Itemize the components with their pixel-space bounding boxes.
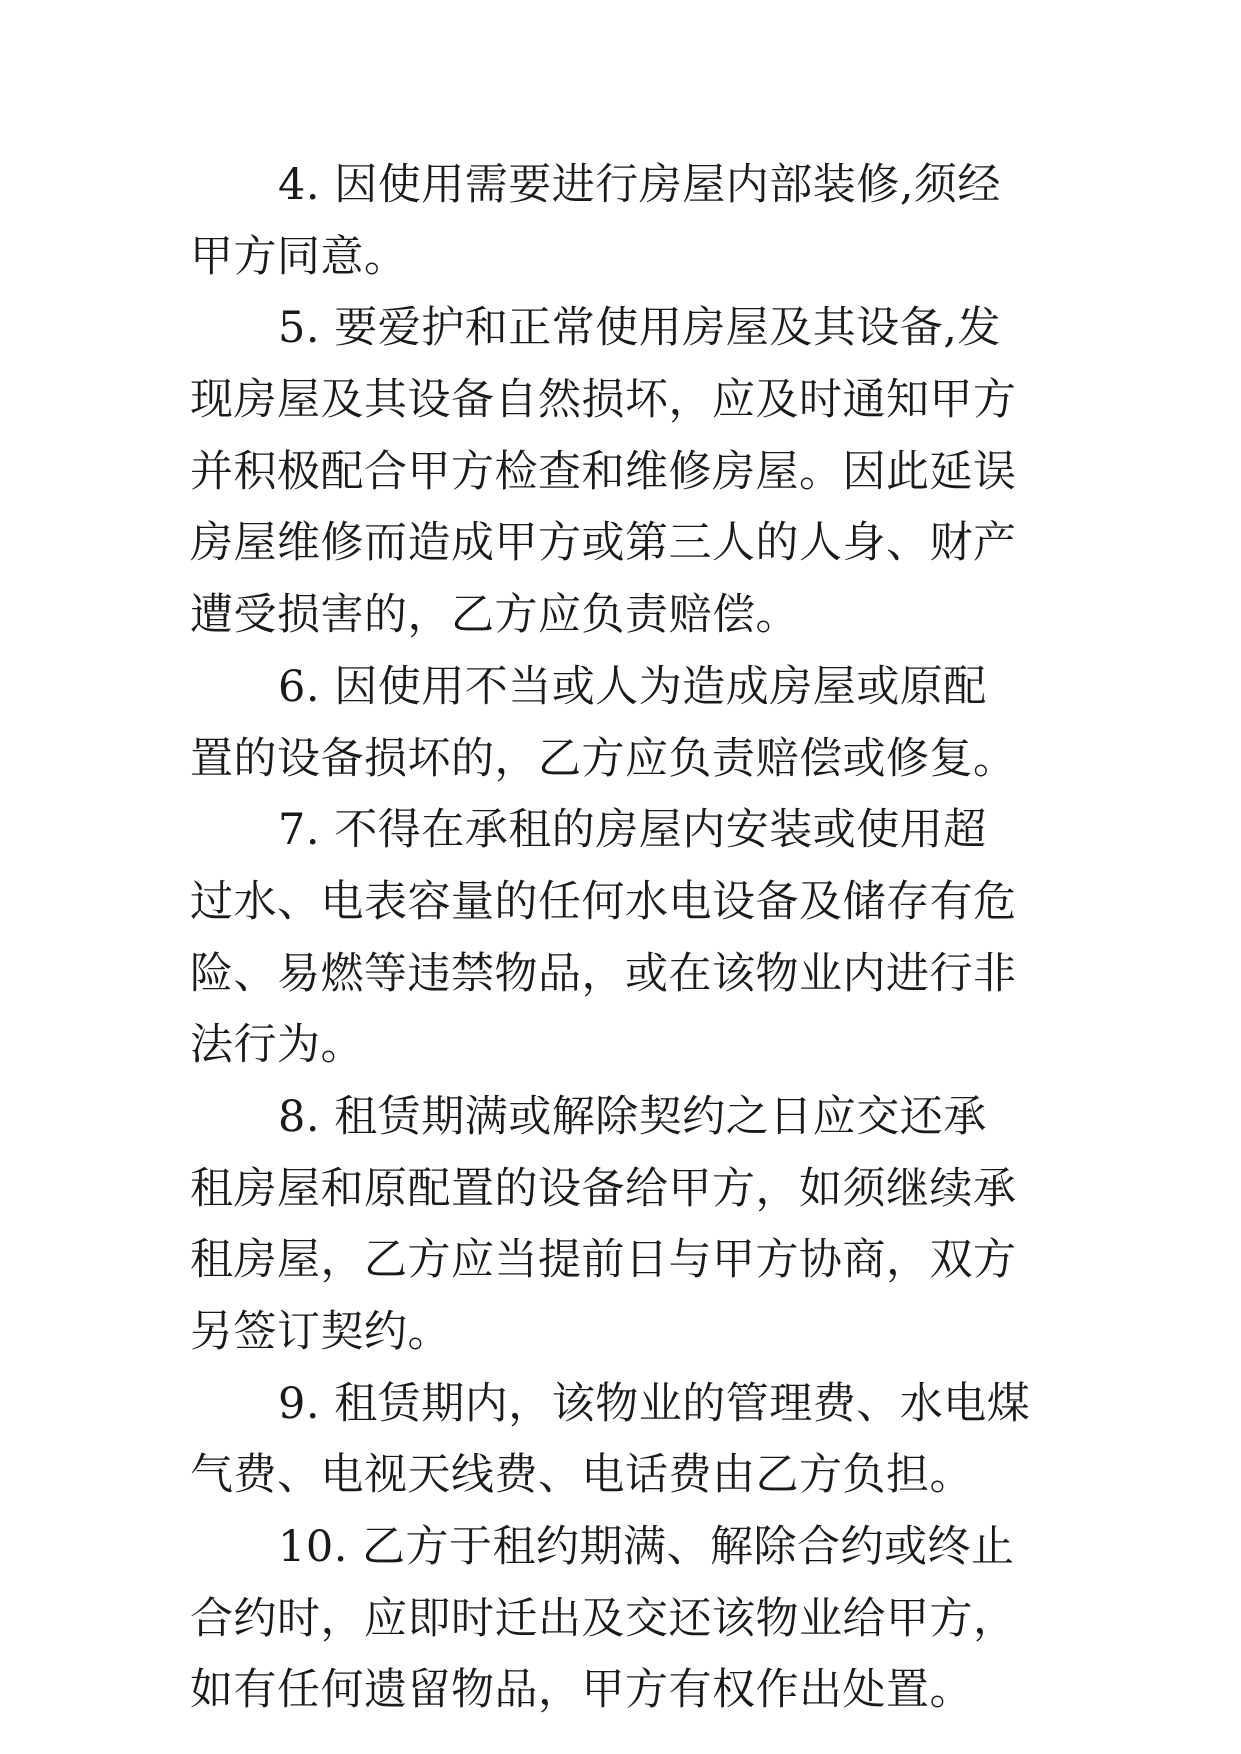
text-line: 现房屋及其设备自然损坏，应及时通知甲方 (190, 375, 1017, 426)
text-line: 置的设备损坏的，乙方应负责赔偿或修复。 (190, 733, 1017, 784)
text-line: 如有任何遗留物品，甲方有权作出处置。 (190, 1665, 973, 1716)
clause-8 (190, 1082, 1070, 1369)
text-line: 6. 因使用不当或人为造成房屋或原配 (278, 661, 987, 712)
clause-6 (190, 652, 1070, 795)
text-line: 租房屋，乙方应当提前日与甲方协商，双方 (190, 1235, 1017, 1286)
text-line: 险、易燃等违禁物品，或在该物业内进行非 (190, 948, 1017, 999)
text-line: 遭受损害的，乙方应负责赔偿。 (190, 590, 799, 641)
text-line: 7. 不得在承租的房屋内安装或使用超 (278, 805, 987, 856)
text-line: 10. 乙方于租约期满、解除合约或终止 (278, 1522, 1015, 1573)
text-line: 过水、电表容量的任何水电设备及储存有危 (190, 876, 1017, 927)
clause-9 (190, 1369, 1070, 1512)
text-line: 气费、电视天线费、电话费由乙方负担。 (190, 1450, 973, 1501)
text-line: 4. 因使用需要进行房屋内部装修,须经 (278, 160, 1001, 210)
text-line: 8. 租赁期满或解除契约之日应交还承 (278, 1091, 987, 1142)
clause-5 (190, 293, 1070, 651)
clause-4 (190, 150, 1070, 293)
text-line: 甲方同意。 (190, 231, 408, 282)
text-line: 9. 租赁期内，该物业的管理费、水电煤 (278, 1378, 1031, 1429)
text-line: 并积极配合甲方检查和维修房屋。因此延误 (190, 446, 1017, 497)
text-line: 法行为。 (190, 1020, 364, 1071)
text-line: 房屋维修而造成甲方或第三人的人身、财产 (190, 518, 1017, 569)
text-line: 合约时，应即时迁出及交还该物业给甲方， (190, 1593, 1017, 1644)
text-line: 租房屋和原配置的设备给甲方，如须继续承 (190, 1163, 1017, 1214)
clause-7 (190, 795, 1070, 1082)
clause-10 (190, 1512, 1070, 1727)
document-body (190, 150, 1070, 1727)
text-line: 5. 要爱护和正常使用房屋及其设备,发 (278, 303, 1001, 354)
text-line: 另签订契约。 (190, 1307, 451, 1357)
